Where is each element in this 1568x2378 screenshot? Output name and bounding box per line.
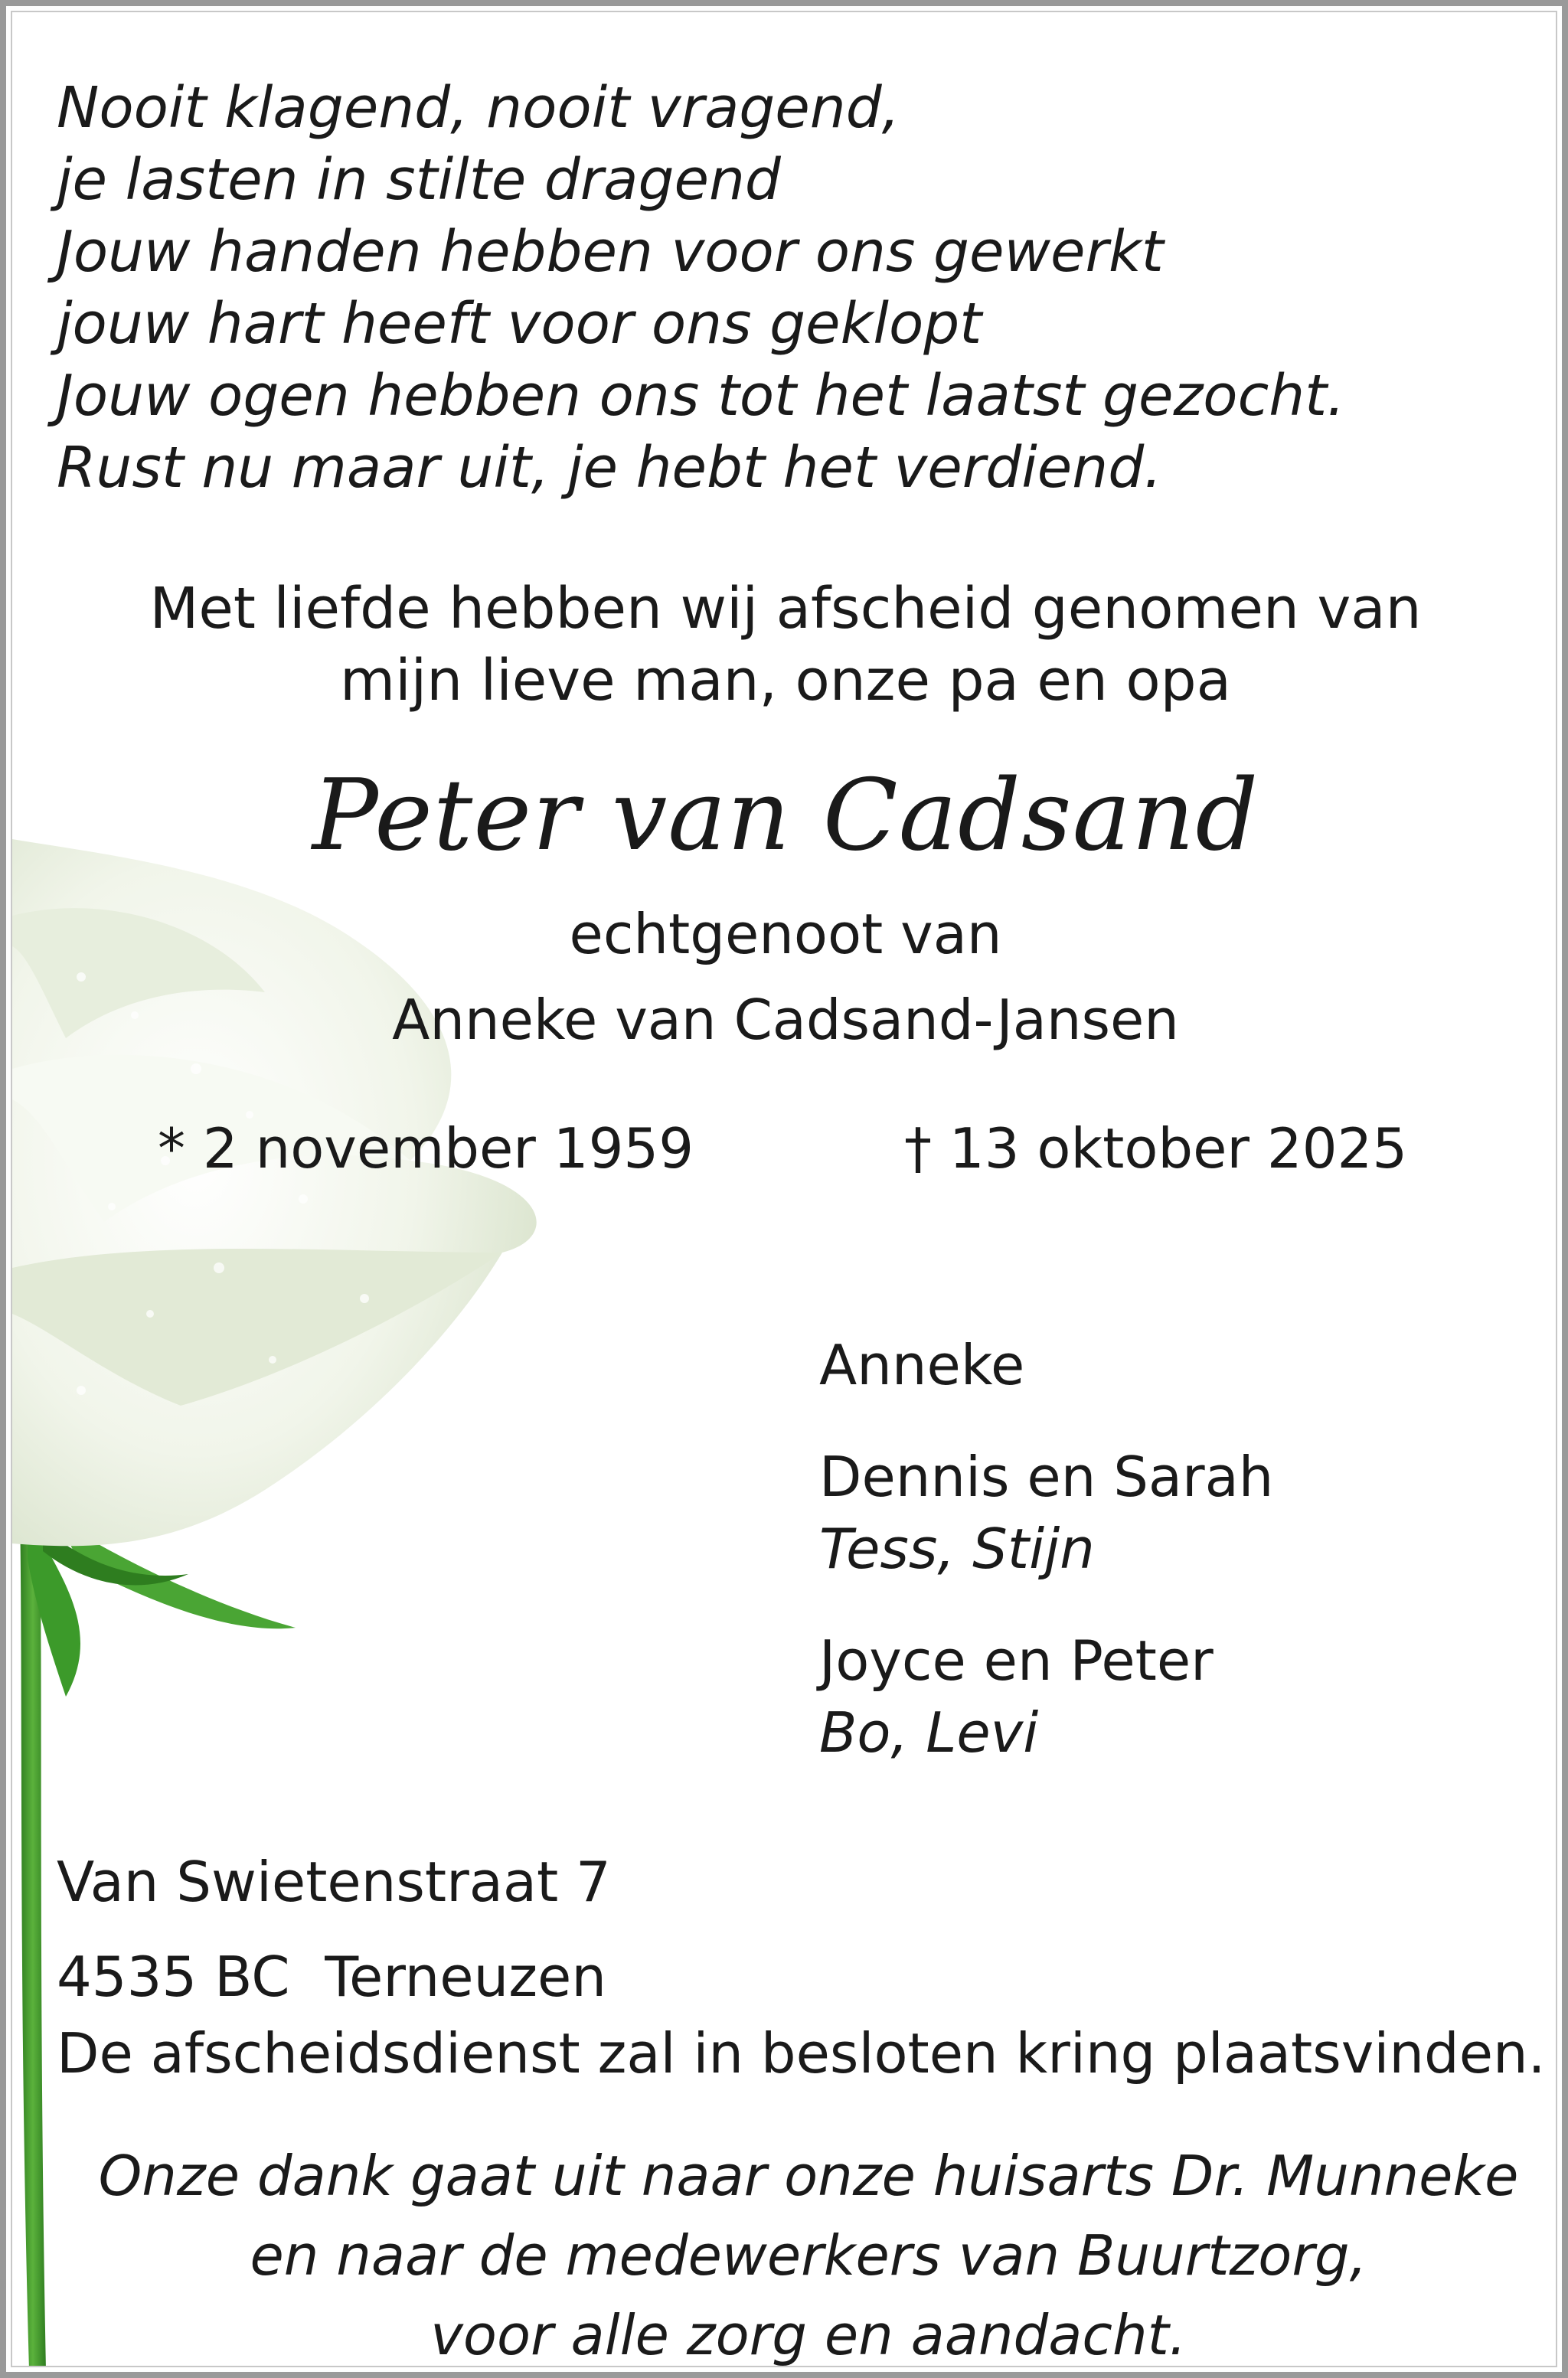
family-names: Dennis en Sarah xyxy=(819,1445,1274,1509)
deceased-name: Peter van Cadsand xyxy=(312,759,1259,873)
spouse-label: echtgenoot van xyxy=(569,902,1002,966)
thanks-line: en naar de medewerkers van Buurtzorg, xyxy=(250,2223,1367,2288)
address xyxy=(57,1834,611,2024)
announcement-line: mijn lieve man, onze pa en opa xyxy=(340,648,1231,714)
family-list xyxy=(819,1329,1273,1808)
thanks-line: voor alle zorg en aandacht. xyxy=(430,2303,1187,2367)
service-note: De afscheidsdienst zal in besloten kring plaatsvinden. xyxy=(57,2021,1546,2086)
announcement-line: Met liefde hebben wij afscheid genomen van xyxy=(149,576,1422,642)
family-group xyxy=(819,1625,1273,1769)
spouse-name: Anneke van Cadsand-Jansen xyxy=(392,988,1179,1052)
poem-line: Nooit klagend, nooit vragend, xyxy=(57,75,900,141)
poem-line: je lasten in stilte dragend xyxy=(57,147,781,213)
poem-line: Jouw handen hebben voor ons gewerkt xyxy=(57,219,1164,285)
birth-date: * 2 november 1959 xyxy=(158,1116,694,1181)
thanks-note xyxy=(58,2136,1557,2367)
death-date: † 13 oktober 2025 xyxy=(904,1116,1408,1181)
address-street: Van Swietenstraat 7 xyxy=(57,1850,611,1914)
family-names: Anneke xyxy=(819,1333,1025,1397)
poem-line: Rust nu maar uit, je hebt het verdiend. xyxy=(57,435,1162,501)
address-city: 4535 BC Terneuzen xyxy=(57,1945,606,2009)
announcement xyxy=(12,573,1557,717)
family-group xyxy=(819,1329,1273,1401)
obituary-card xyxy=(11,11,1557,2367)
poem xyxy=(57,72,1345,504)
spouse-info xyxy=(12,891,1557,1063)
grandchildren: Bo, Levi xyxy=(819,1700,1039,1765)
grandchildren: Tess, Stijn xyxy=(819,1517,1095,1581)
family-group xyxy=(819,1441,1273,1585)
poem-line: jouw hart heeft voor ons geklopt xyxy=(57,291,982,357)
poem-line: Jouw ogen hebben ons tot het laatst gezocht. xyxy=(57,363,1345,429)
family-names: Joyce en Peter xyxy=(819,1628,1214,1693)
thanks-line: Onze dank gaat uit naar onze huisarts Dr. Munneke xyxy=(98,2144,1519,2208)
